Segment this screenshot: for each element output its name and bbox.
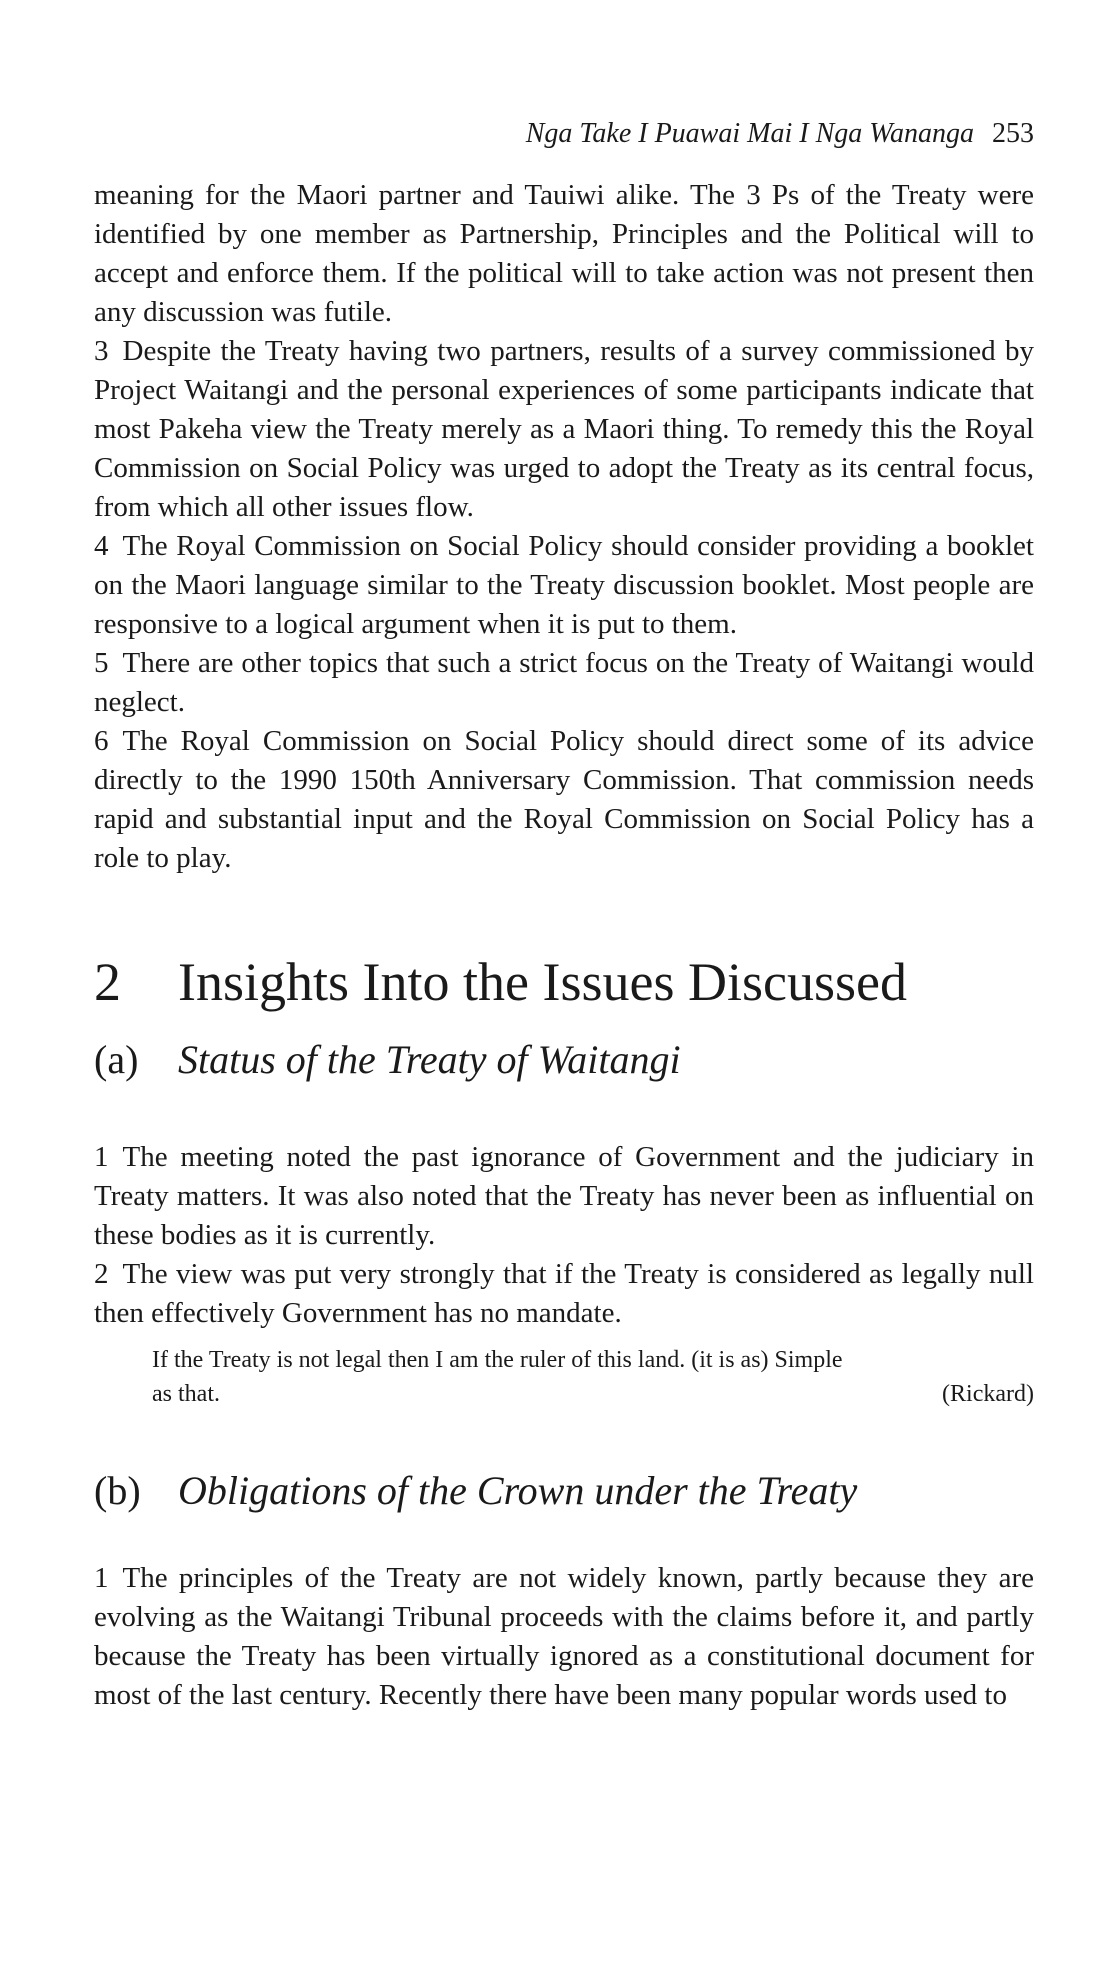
page-number: 253 xyxy=(992,118,1034,149)
quote-line: as that. xyxy=(152,1381,220,1407)
quote-line: If the Treaty is not legal then I am the ruler of this land. (it is as) Simple xyxy=(152,1347,843,1373)
point-paragraph xyxy=(94,722,1034,878)
point-number: 3 xyxy=(94,335,109,367)
subsection-title: Obligations of the Crown under the Treaty xyxy=(178,1468,858,1513)
point-number: 2 xyxy=(94,1258,109,1290)
point-text: There are other topics that such a strict focus on the Treaty of Waitangi would neglect. xyxy=(94,647,1034,718)
running-title: Nga Take I Puawai Mai I Nga Wananga xyxy=(525,118,974,149)
book-page xyxy=(94,118,1034,1715)
section-title: Insights Into the Issues Discussed xyxy=(178,952,907,1012)
point-text: The view was put very strongly that if the Treaty is considered as legally null then effectively Government has no mandate. xyxy=(94,1258,1034,1329)
section-heading xyxy=(94,950,1034,1014)
subsection-heading xyxy=(94,1034,1034,1086)
point-number: 6 xyxy=(94,725,109,757)
point-text: The Royal Commission on Social Policy should direct some of its advice directly to the 1990 150th Anniversary Commission. That commission needs rapid and substantial input and the Royal Commission on Social Policy has a role to play. xyxy=(94,725,1034,874)
point-paragraph xyxy=(94,332,1034,527)
point-text: Despite the Treaty having two partners, results of a survey commissioned by Project Waitangi and the personal experiences of some participants indicate that most Pakeha view the Treaty merely as a Maori thing. To remedy this the Royal Commission on Social Policy was urged to adopt the Treaty as its central focus, from which all other issues flow. xyxy=(94,335,1034,523)
subsection-title: Status of the Treaty of Waitangi xyxy=(178,1037,681,1082)
point-number: 1 xyxy=(94,1141,109,1173)
point-text: The principles of the Treaty are not widely known, partly because they are evolving as the Waitangi Tribunal proceeds with the claims before it, and partly because the Treaty has been virtually ignored as a constitutional document for most of the last century. Recently there have been many popular words used to xyxy=(94,1562,1034,1711)
point-paragraph xyxy=(94,1255,1034,1333)
point-text: The meeting noted the past ignorance of Government and the judiciary in Treaty matters. It was also noted that the Treaty has never been as influential on these bodies as it is currently. xyxy=(94,1141,1034,1251)
subsection-label: (a) xyxy=(94,1037,139,1082)
point-number: 1 xyxy=(94,1562,109,1594)
subsection-label: (b) xyxy=(94,1468,141,1513)
section-number: 2 xyxy=(94,952,121,1012)
point-paragraph xyxy=(94,1559,1034,1715)
quote-attribution: (Rickard) xyxy=(942,1381,1034,1407)
continuation-paragraph: meaning for the Maori partner and Tauiwi alike. The 3 Ps of the Treaty were identified by one member as Partnership, Principles and the Political will to accept and enforce them. If the political will to take action was not present then any discussion was futile. xyxy=(94,179,1034,328)
subsection-heading xyxy=(94,1465,1034,1517)
point-paragraph xyxy=(94,1138,1034,1255)
block-quote xyxy=(152,1343,1034,1411)
point-number: 4 xyxy=(94,530,109,562)
running-head xyxy=(94,118,1034,150)
point-paragraph xyxy=(94,644,1034,722)
point-paragraph xyxy=(94,527,1034,644)
point-text: The Royal Commission on Social Policy should consider providing a booklet on the Maori language similar to the Treaty discussion booklet. Most people are responsive to a logical argument when it is put to them. xyxy=(94,530,1034,640)
point-number: 5 xyxy=(94,647,109,679)
